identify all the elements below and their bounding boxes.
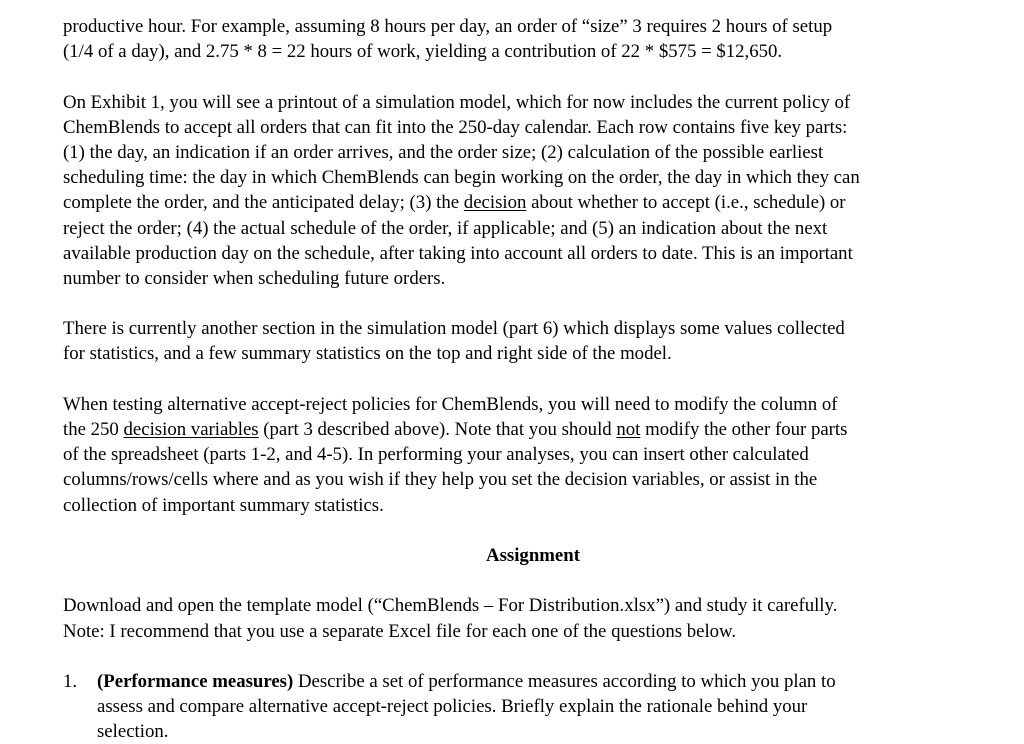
text-span: about whether to accept (i.e., schedule) or [526, 192, 846, 214]
question-title: (Performance measures) [97, 670, 294, 692]
statistics-paragraph [63, 316, 1003, 366]
text-line: ChemBlends to accept all orders that can fit into the 250-day calendar. Each row contains five key parts: [63, 116, 848, 138]
text-line: assess and compare alternative accept-reject policies. Briefly explain the rationale behind your [97, 696, 808, 718]
text-span: Describe a set of performance measures according to which you plan to [293, 670, 836, 692]
text-span: the 250 [63, 419, 124, 440]
underlined-decision: decision [463, 192, 527, 214]
text-line: columns/rows/cells where and as you wish if they help you set the decision variables, or assist in the [63, 469, 818, 491]
text-line: There is currently another section in the simulation model (part 6) which displays some values collected [63, 318, 845, 340]
text-span: (part 3 described above). Note that you should [258, 419, 617, 440]
text-line: productive hour. For example, assuming 8 hours per day, an order of “size” 3 requires 2 hours of setup [63, 16, 833, 37]
exhibit-paragraph [63, 90, 1003, 292]
underlined-decision-variables: decision variables [123, 419, 259, 440]
text-line: On Exhibit 1, you will see a printout of a simulation model, which for now includes the current policy of [63, 91, 851, 113]
question-number: 1. [63, 670, 78, 692]
text-line: number to consider when scheduling future orders. [63, 267, 446, 289]
policies-paragraph [63, 392, 1003, 518]
text-line [63, 417, 1003, 442]
document-page [63, 14, 1003, 744]
text-line [97, 669, 1003, 694]
text-line: for statistics, and a few summary statistics on the top and right side of the model. [63, 343, 672, 365]
underlined-not: not [616, 419, 641, 440]
text-line: reject the order; (4) the actual schedule of the order, if applicable; and (5) an indication about the next [63, 217, 828, 239]
text-line: collection of important summary statistics. [63, 494, 384, 516]
text-line: available production day on the schedule, after taking into account all orders to date. This is an important [63, 242, 853, 264]
text-line: of the spreadsheet (parts 1-2, and 4-5). In performing your analyses, you can insert other calculated [63, 444, 809, 466]
text-line [63, 190, 1003, 215]
text-line: (1/4 of a day), and 2.75 * 8 = 22 hours of work, yielding a contribution of 22 * $575 = $12,650. [63, 41, 783, 63]
text-line: Note: I recommend that you use a separate Excel file for each one of the questions below. [63, 620, 737, 642]
text-line: scheduling time: the day in which ChemBlends can begin working on the order, the day in which they can [63, 167, 860, 189]
intro-paragraph [63, 14, 1003, 64]
text-span: modify the other four parts [640, 419, 848, 440]
question-item-1 [63, 669, 1003, 744]
download-paragraph [63, 593, 1003, 643]
text-line: (1) the day, an indication if an order arrives, and the order size; (2) calculation of the possible earliest [63, 141, 824, 163]
text-span: complete the order, and the anticipated delay; (3) the [63, 192, 464, 214]
text-line: When testing alternative accept-reject policies for ChemBlends, you will need to modify the column of [63, 393, 838, 415]
assignment-heading: Assignment [486, 544, 580, 566]
text-line: selection. [97, 721, 169, 743]
text-line: Download and open the template model (“ChemBlends – For Distribution.xlsx”) and study it carefully. [63, 595, 838, 617]
